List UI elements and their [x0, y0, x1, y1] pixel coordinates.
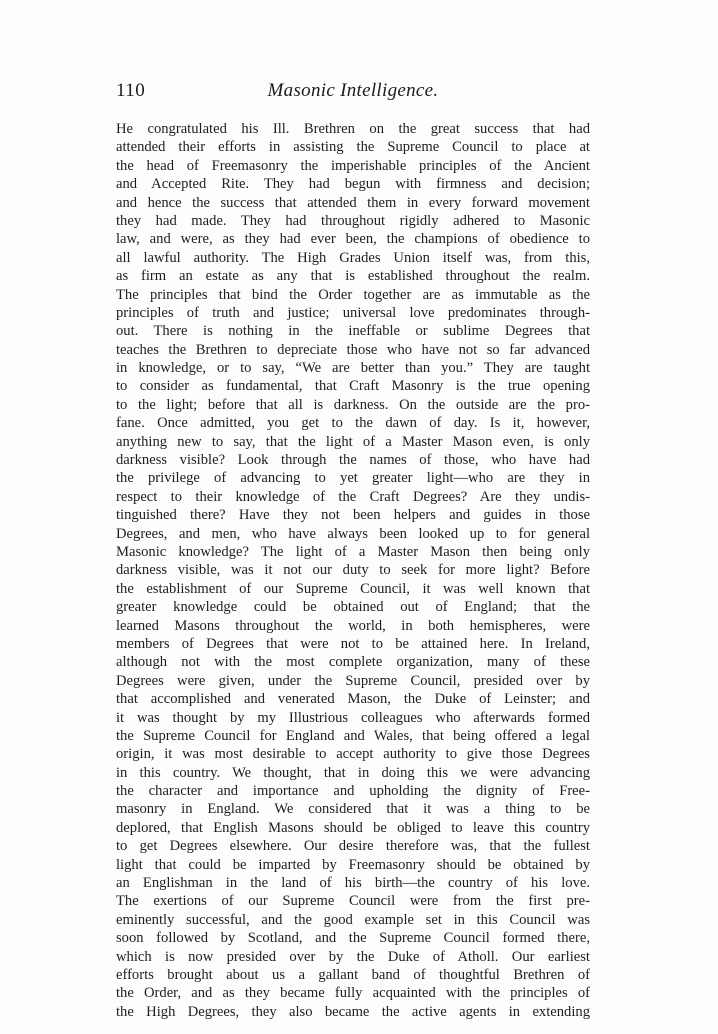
text-line: fane. Once admitted, you get to the dawn of day. Is it, however, — [116, 415, 590, 432]
text-line: anything new to say, that the light of a Master Mason even, is only — [116, 433, 590, 450]
text-line: law, and were, as they had ever been, the champions of obedience to — [116, 231, 590, 248]
text-line: as firm an estate as any that is established throughout the realm. — [116, 268, 590, 285]
text-line: teaches the Brethren to depreciate those who have not so far advanced — [116, 341, 590, 358]
text-line: the privilege of advancing to yet greater light—who are they in — [116, 470, 590, 487]
text-line: that accomplished and venerated Mason, the Duke of Leinster; and — [116, 691, 590, 708]
page-number: 110 — [116, 80, 146, 101]
body-text — [116, 120, 590, 1021]
text-line: the High Degrees, they also became the active agents in extending — [116, 1003, 590, 1020]
text-line: deplored, that English Masons should be obliged to leave this country — [116, 819, 590, 836]
page-header — [116, 80, 590, 108]
text-line: to consider as fundamental, that Craft Masonry is the true opening — [116, 378, 590, 395]
text-line: darkness visible? Look through the names of those, who have had — [116, 452, 590, 469]
text-line: the Order, and as they became fully acquainted with the principles of — [116, 985, 590, 1002]
text-line: light that could be imparted by Freemasonry should be obtained by — [116, 856, 590, 873]
text-line: principles of truth and justice; universal love predominates through- — [116, 304, 590, 321]
text-line: Masonic knowledge? The light of a Master Mason then being only — [116, 543, 590, 560]
text-line: tinguished there? Have they not been helpers and guides in those — [116, 507, 590, 524]
text-line: greater knowledge could be obtained out of England; that the — [116, 599, 590, 616]
text-line: which is now presided over by the Duke of Atholl. Our earliest — [116, 948, 590, 965]
text-line: Degrees, and men, who have always been looked up to for general — [116, 525, 590, 542]
text-line: efforts brought about us a gallant band of thoughtful Brethren of — [116, 966, 590, 983]
text-line: origin, it was most desirable to accept authority to give those Degrees — [116, 746, 590, 763]
text-line: the establishment of our Supreme Council, it was well known that — [116, 580, 590, 597]
text-line: it was thought by my Illustrious colleagues who afterwards formed — [116, 709, 590, 726]
text-line: eminently successful, and the good example set in this Council was — [116, 911, 590, 928]
text-line: the character and importance and upholding the dignity of Free- — [116, 783, 590, 800]
text-line: darkness visible, was it not our duty to seek for more light? Before — [116, 562, 590, 579]
text-line: all lawful authority. The High Grades Union itself was, from this, — [116, 249, 590, 266]
text-line: and hence the success that attended them in every forward movement — [116, 194, 590, 211]
text-line: masonry in England. We considered that it was a thing to be — [116, 801, 590, 818]
text-line: the Supreme Council for England and Wales, that being offered a legal — [116, 727, 590, 744]
text-line: soon followed by Scotland, and the Supreme Council formed there, — [116, 930, 590, 947]
text-line: to the light; before that all is darkness. On the outside are the pro- — [116, 396, 590, 413]
text-line: attended their efforts in assisting the Supreme Council to place at — [116, 139, 590, 156]
text-line: The principles that bind the Order together are as immutable as the — [116, 286, 590, 303]
text-line: members of Degrees that were not to be attained here. In Ireland, — [116, 635, 590, 652]
text-line: learned Masons throughout the world, in both hemispheres, were — [116, 617, 590, 634]
text-line: Degrees were given, under the Supreme Council, presided over by — [116, 672, 590, 689]
text-line: The exertions of our Supreme Council were from the first pre- — [116, 893, 590, 910]
text-line: in this country. We thought, that in doing this we were advancing — [116, 764, 590, 781]
text-line: to get Degrees elsewhere. Our desire therefore was, that the fullest — [116, 838, 590, 855]
text-line: although not with the most complete organization, many of these — [116, 654, 590, 671]
text-line: the head of Freemasonry the imperishable principles of the Ancient — [116, 157, 590, 174]
text-line: and Accepted Rite. They had begun with firmness and decision; — [116, 176, 590, 193]
text-line: He congratulated his Ill. Brethren on the great success that had — [116, 121, 590, 137]
text-line: out. There is nothing in the ineffable or sublime Degrees that — [116, 323, 590, 340]
running-title: Masonic Intelligence. — [267, 80, 439, 101]
text-line: an Englishman in the land of his birth—the country of his love. — [116, 875, 590, 892]
text-line: they had made. They had throughout rigidly adhered to Masonic — [116, 212, 590, 229]
text-line: respect to their knowledge of the Craft Degrees? Are they undis- — [116, 488, 590, 505]
text-line: in knowledge, or to say, “We are better than you.” They are taught — [116, 360, 590, 377]
